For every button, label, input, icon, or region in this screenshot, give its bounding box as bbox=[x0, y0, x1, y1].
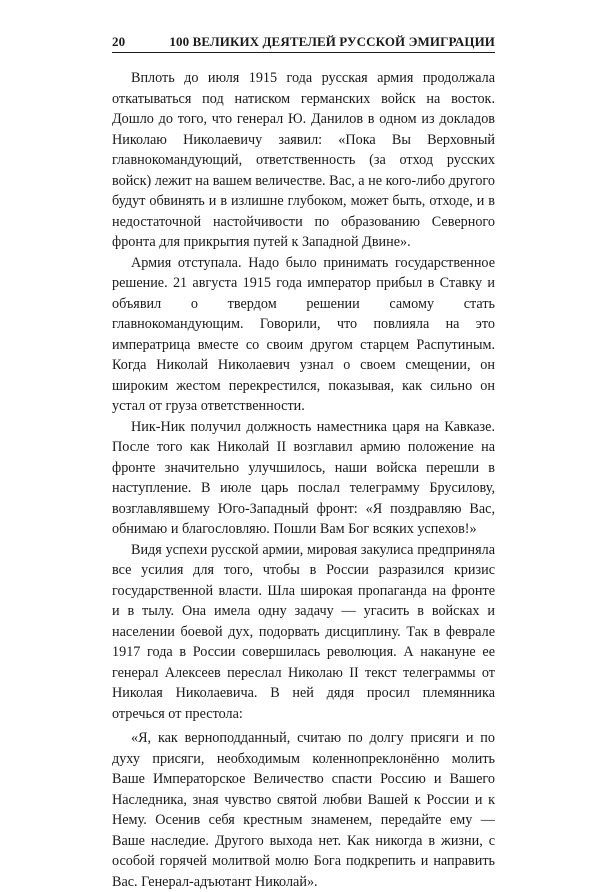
paragraph-5-quote: «Я, как верноподданный, считаю по долгу присяги и по духу присяги, необходимым коленнопреклонённо молить Ваше Императорское Величество спасти Россию и Вашего Наследника, зная чувство святой любви Вашей к России и к Нему. Осенив себя крестным знаменем, передайте ему — Ваше наследие. Другого выхода нет. Как никогда в жизни, с особой горячей молитвой молю Бога подкрепить и направить Вас. Генерал-адъютант Николай». bbox=[112, 730, 495, 890]
paragraph-4: Видя успехи русской армии, мировая закулиса предприняла все усилия для того, чтобы в России разразился кризис государственной власти. Шла широкая пропаганда на фронте и в тылу. Она имела одну задачу — угасить в войсках и населении боевой дух, подорвать дисциплину. Так в феврале 1917 года в России совершилась революция. А накануне ее генерал Алексеев переслал Николаю II текст телеграммы от Николая Николаевича. В ней дядя просил племянника отречься от престола: bbox=[112, 541, 495, 722]
header-rule bbox=[112, 52, 495, 53]
paragraph-3: Ник-Ник получил должность наместника царя на Кавказе. После того как Николай II возглавил армию положение на фронте значительно улучшилось, наши войска перешли в наступление. В июле царь послал телеграмму Брусилову, возглавлявшему Юго-Западный фронт: «Я поздравляю Вас, обнимаю и благословляю. Пошли Вам Бог всяких успехов!» bbox=[112, 418, 495, 537]
body-text bbox=[112, 68, 495, 892]
page-number: 20 bbox=[112, 34, 126, 49]
running-title: 100 ВЕЛИКИХ ДЕЯТЕЛЕЙ РУССКОЙ ЭМИГРАЦИИ bbox=[169, 34, 495, 49]
paragraph-1: Вплоть до июля 1915 года русская армия продолжала откатываться под натиском германских войск на восток. Дошло до того, что генерал Ю. Данилов в одном из докладов Николаю Николаевичу заявил: «Пока Вы Верховный главнокомандующий, ответственность (за отход русских войск) лежит на вашем величестве. Вас, а не кого-либо другого будут обвинять и в излишне глубоком, может быть, отходе, и в недостаточной настойчивости по образованию Северного фронта для прикрытия путей к Западной Двине». bbox=[112, 70, 495, 250]
running-header bbox=[112, 30, 495, 50]
paragraph-2: Армия отступала. Надо было принимать государственное решение. 21 августа 1915 года император прибыл в Ставку и объявил о твердом решении самому стать главнокомандующим. Говорили, что повлияла на это императрица вместе со своим другом старцем Распутиным. Когда Николай Николаевич узнал о своем смещении, он широким жестом перекрестился, показывая, как сильно он устал от груза ответственности. bbox=[112, 254, 495, 414]
